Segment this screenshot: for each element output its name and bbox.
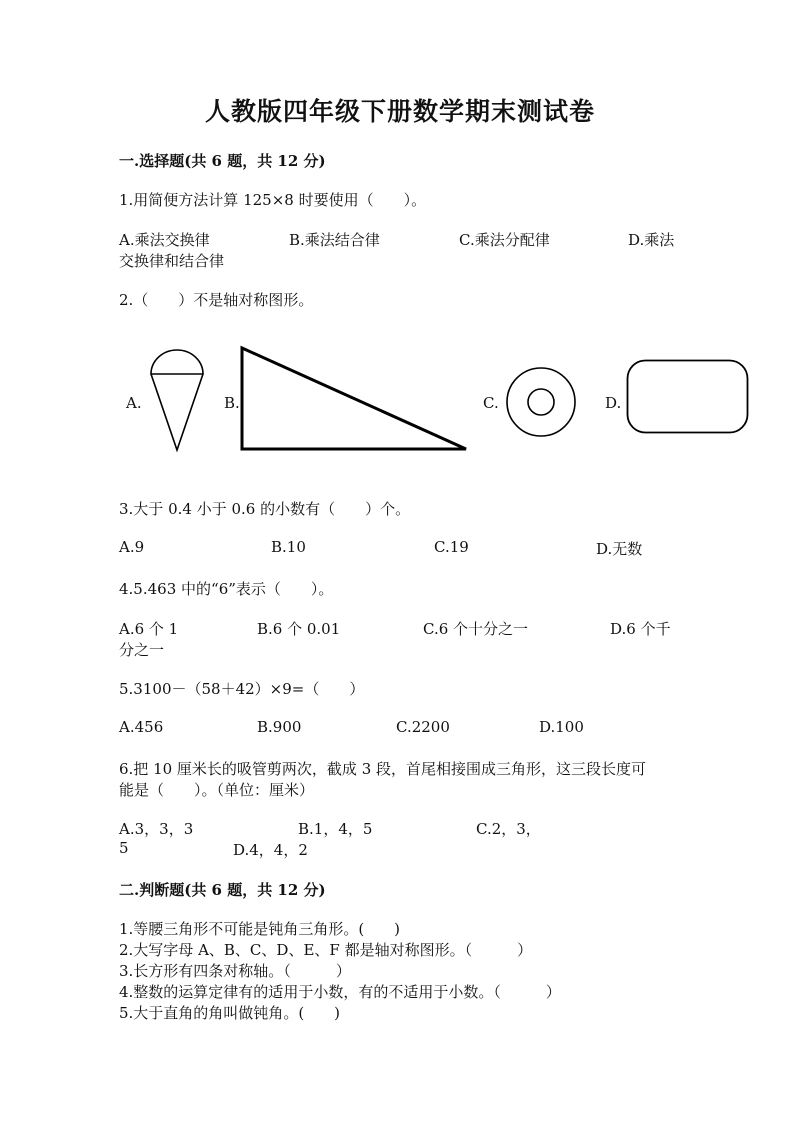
question-6-stem-line-2: 能是（ ）。（单位：厘米） xyxy=(119,781,315,799)
question-1-option-d: D.乘法 xyxy=(628,231,675,249)
figure-label-c: C. xyxy=(483,394,499,412)
question-3-option-a: A.9 xyxy=(119,538,145,556)
question-6-option-b: B.1，4，5 xyxy=(298,820,373,838)
section-heading-choice: 一.选择题(共 6 题，共 12 分) xyxy=(119,152,326,170)
question-2-stem: 2.（ ）不是轴对称图形。 xyxy=(119,291,314,309)
question-3-option-c: C.19 xyxy=(434,538,469,556)
question-6-option-c: C.2，3， xyxy=(476,820,541,838)
page-title: 人教版四年级下册数学期末测试卷 xyxy=(204,97,595,126)
figure-label-d: D. xyxy=(605,394,622,412)
question-1-option-b: B.乘法结合律 xyxy=(289,231,380,249)
question-5-option-d: D.100 xyxy=(539,718,584,736)
section-heading-true-false: 二.判断题(共 6 题，共 12 分) xyxy=(119,881,326,899)
true-false-item-2: 2.大写字母 A、B、C、D、E、F 都是轴对称图形。（ ） xyxy=(119,941,533,959)
question-4-option-c: C.6 个十分之一 xyxy=(423,620,529,638)
question-4-option-d: D.6 个千 xyxy=(610,620,671,638)
true-false-item-3: 3.长方形有四条对称轴。（ ） xyxy=(119,962,351,980)
question-5-option-b: B.900 xyxy=(257,718,302,736)
question-6-option-a: A.3，3，3 xyxy=(119,820,194,838)
true-false-item-4: 4.整数的运算定律有的适用于小数，有的不适用于小数。（ ） xyxy=(119,983,561,1001)
question-6-stem-line-1: 6.把 10 厘米长的吸管剪两次，截成 3 段，首尾相接围成三角形，这三段长度可 xyxy=(119,760,647,778)
question-5-option-a: A.456 xyxy=(119,718,164,736)
question-1-option-a: A.乘法交换律 xyxy=(119,231,210,249)
question-6-option-d: D.4，4，2 xyxy=(233,841,308,859)
question-6-option-c-continued: 5 xyxy=(119,839,129,857)
question-1-stem: 1.用简便方法计算 125×8 时要使用（ ）。 xyxy=(119,191,427,209)
question-4-option-b: B.6 个 0.01 xyxy=(257,620,341,638)
ice-cream-cone-figure xyxy=(148,350,206,454)
question-4-option-a: A.6 个 1 xyxy=(119,620,179,638)
true-false-item-1: 1.等腰三角形不可能是钝角三角形。( ) xyxy=(119,920,401,938)
question-5-stem: 5.3100－（58＋42）×9=（ ） xyxy=(119,680,365,698)
question-4-option-d-continued: 分之一 xyxy=(119,641,165,659)
figure-label-a: A. xyxy=(126,394,142,412)
question-4-stem: 4.5.463 中的“6”表示（ ）。 xyxy=(119,580,334,598)
question-3-option-d: D.无数 xyxy=(596,540,643,558)
question-5-option-c: C.2200 xyxy=(396,718,450,736)
question-1-option-c: C.乘法分配律 xyxy=(459,231,550,249)
question-3-option-b: B.10 xyxy=(271,538,306,556)
true-false-item-5: 5.大于直角的角叫做钝角。( ) xyxy=(119,1004,341,1022)
right-triangle-figure xyxy=(240,345,470,453)
rounded-rectangle-figure xyxy=(626,359,750,435)
concentric-circles-figure xyxy=(505,366,577,438)
figure-label-b: B. xyxy=(224,394,240,412)
question-1-option-d-continued: 交换律和结合律 xyxy=(119,252,225,270)
question-3-stem: 3.大于 0.4 小于 0.6 的小数有（ ）个。 xyxy=(119,500,411,518)
